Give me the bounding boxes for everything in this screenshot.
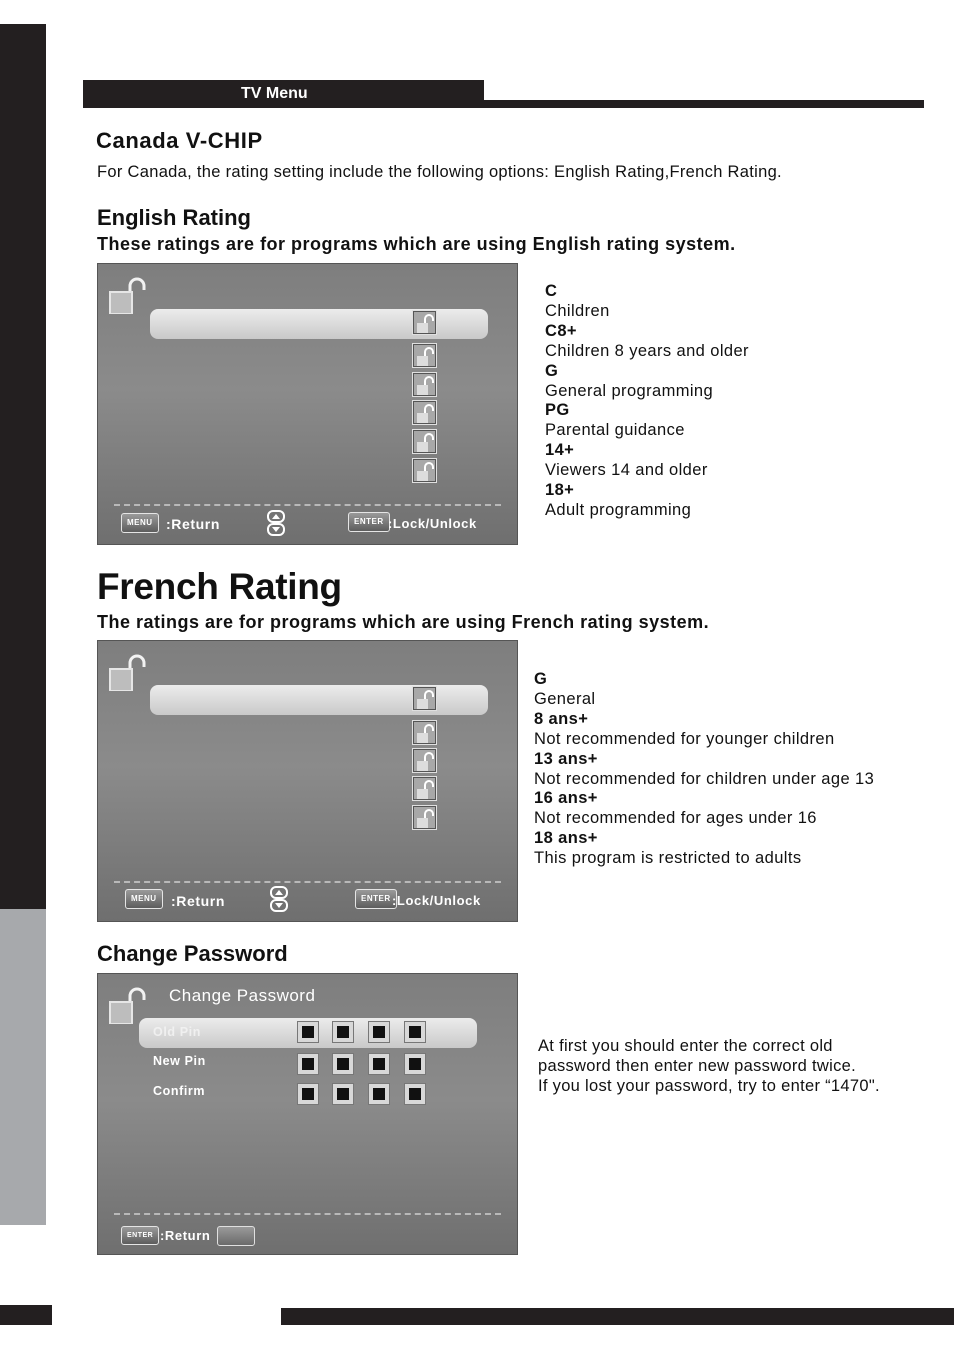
padlock-icon: [108, 651, 148, 696]
rating-code: 16 ans+: [534, 789, 598, 808]
rating-desc: This program is restricted to adults: [534, 849, 802, 868]
rating-desc: Children: [545, 301, 610, 320]
rating-desc: Parental guidance: [545, 421, 685, 440]
menu-key[interactable]: MENU: [121, 513, 159, 533]
divider: [114, 881, 501, 883]
lock-toggle-icon[interactable]: [412, 686, 437, 711]
lock-toggle-icon[interactable]: [412, 372, 437, 397]
rating-code: 14+: [545, 441, 575, 460]
lock-toggle-icon[interactable]: [412, 720, 437, 745]
french-subtitle: The ratings are for programs which are using French rating system.: [97, 612, 710, 632]
french-osd-panel: [97, 640, 518, 922]
rating-code: C8+: [545, 321, 577, 340]
pin-digit-box[interactable]: [404, 1083, 426, 1105]
header-tab: TV Menu: [83, 80, 484, 108]
old-pin-label: Old Pin: [153, 1025, 201, 1039]
rating-code: G: [545, 361, 559, 380]
selected-row-highlight[interactable]: [150, 685, 488, 715]
rating-code: 13 ans+: [534, 749, 598, 768]
english-ratings-list: [545, 282, 749, 521]
lock-toggle-icon[interactable]: [412, 400, 437, 425]
blank-key[interactable]: [217, 1226, 255, 1246]
pin-digit-box[interactable]: [297, 1021, 319, 1043]
return-label: :Return: [160, 1228, 211, 1243]
rating-desc: Not recommended for younger children: [534, 729, 835, 748]
lock-toggle-icon[interactable]: [412, 458, 437, 483]
rating-code: 8 ans+: [534, 709, 589, 728]
rating-desc: General: [534, 689, 596, 708]
french-title: French Rating: [97, 566, 342, 607]
footer-bar-right: [281, 1308, 954, 1325]
password-osd-panel: [97, 973, 518, 1255]
pin-digit-box[interactable]: [332, 1021, 354, 1043]
rating-code: G: [534, 670, 548, 688]
pin-digit-box[interactable]: [297, 1053, 319, 1075]
password-note: [538, 1036, 880, 1096]
side-bar-grey: [0, 909, 46, 1225]
pin-digit-box[interactable]: [368, 1021, 390, 1043]
panel-title: Change Password: [169, 986, 316, 1005]
english-subtitle: These ratings are for programs which are using English rating system.: [97, 234, 736, 254]
footer-bar-left: [0, 1305, 52, 1325]
lock-toggle-icon[interactable]: [412, 343, 437, 368]
lock-toggle-icon[interactable]: [412, 776, 437, 801]
enter-key[interactable]: ENTER: [355, 889, 397, 909]
pin-digit-box[interactable]: [404, 1021, 426, 1043]
rating-desc: Not recommended for children under age 13: [534, 769, 875, 788]
rating-desc: General programming: [545, 381, 714, 400]
password-title: Change Password: [97, 941, 288, 966]
divider: [114, 504, 501, 506]
english-title: English Rating: [97, 205, 251, 230]
rating-desc: Not recommended for ages under 16: [534, 809, 817, 828]
return-label: :Return: [166, 516, 220, 532]
header-rule: [484, 100, 924, 108]
menu-key[interactable]: MENU: [125, 889, 163, 909]
enter-key[interactable]: ENTER: [121, 1226, 159, 1245]
up-down-arrows-icon: [267, 510, 285, 541]
note-line: At first you should enter the correct old: [538, 1037, 833, 1055]
padlock-icon: [108, 274, 148, 319]
pin-digit-box[interactable]: [368, 1053, 390, 1075]
pin-digit-box[interactable]: [332, 1083, 354, 1105]
pin-digit-box[interactable]: [368, 1083, 390, 1105]
return-label: :Return: [171, 893, 225, 909]
lock-toggle-icon[interactable]: [412, 310, 437, 335]
canada-title: Canada V-CHIP: [96, 128, 263, 153]
rating-code: 18+: [545, 481, 575, 500]
enter-key[interactable]: ENTER: [348, 512, 390, 532]
lock-toggle-icon[interactable]: [412, 429, 437, 454]
lock-toggle-icon[interactable]: [412, 805, 437, 830]
canada-intro: For Canada, the rating setting include the following options: English Rating,French Rating.: [97, 163, 782, 181]
english-osd-panel: [97, 263, 518, 545]
rating-code: C: [545, 282, 558, 300]
new-pin-label: New Pin: [153, 1054, 206, 1068]
lock-unlock-label: :Lock/Unlock: [392, 893, 481, 908]
pin-digit-box[interactable]: [332, 1053, 354, 1075]
rating-code: PG: [545, 401, 570, 420]
rating-desc: Children 8 years and older: [545, 341, 749, 360]
confirm-label: Confirm: [153, 1084, 206, 1098]
up-down-arrows-icon: [270, 886, 288, 917]
note-line: password then enter new password twice.: [538, 1057, 857, 1075]
french-ratings-list: [534, 670, 874, 869]
lock-unlock-label: :Lock/Unlock: [388, 516, 477, 531]
divider: [114, 1213, 501, 1215]
rating-desc: Viewers 14 and older: [545, 461, 708, 480]
pin-digit-box[interactable]: [404, 1053, 426, 1075]
rating-code: 18 ans+: [534, 829, 598, 848]
pin-digit-box[interactable]: [297, 1083, 319, 1105]
note-line: If you lost your password, try to enter “1470".: [538, 1077, 880, 1095]
side-bar-dark: [0, 24, 46, 909]
selected-row-highlight[interactable]: [150, 309, 488, 339]
lock-toggle-icon[interactable]: [412, 748, 437, 773]
rating-desc: Adult programming: [545, 500, 692, 519]
